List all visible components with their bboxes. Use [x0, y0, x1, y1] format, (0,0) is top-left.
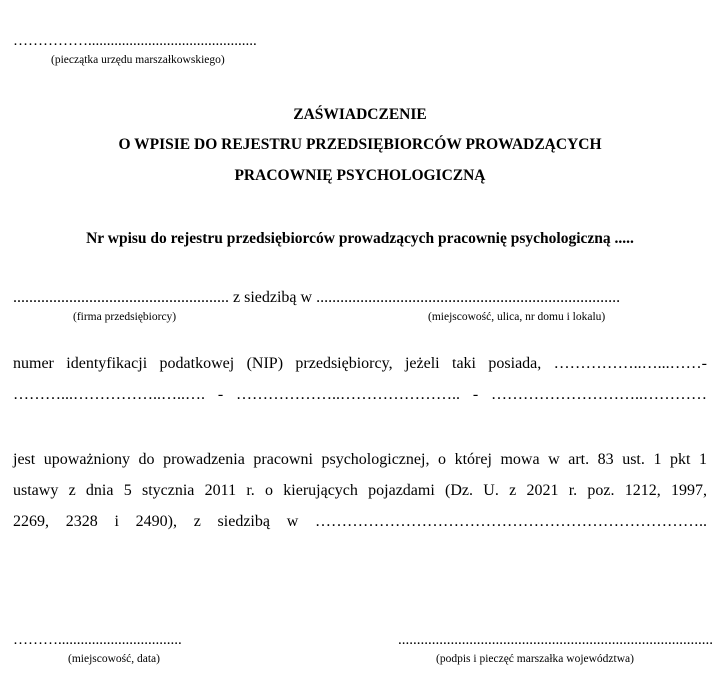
- company-address-caption: (miejscowość, ulica, nr domu i lokalu): [428, 311, 606, 323]
- entry-number: Nr wpisu do rejestru przedsiębiorców prowadzących pracownię psychologiczną .....: [86, 230, 634, 247]
- place-date-caption: (miejscowość, data): [68, 653, 160, 665]
- nip-line-2: ………...……………..…..…. - ………………..………………….. - ………………………..…………: [13, 386, 707, 403]
- nip-line-1: numer identyfikacji podatkowej (NIP) przedsiębiorcy, jeżeli taki posiada, ……………..…...……-: [13, 355, 707, 372]
- signature-dotted-line: ....................................................................................: [398, 632, 713, 648]
- company-firm-caption: (firma przedsiębiorcy): [73, 311, 177, 323]
- authorization-line-3: 2269, 2328 i 2490), z siedzibą w ………………………………………………………………..: [13, 513, 707, 530]
- stamp-caption: (pieczątka urzędu marszałkowskiego): [51, 54, 225, 66]
- title-line-2: O WPISIE DO REJESTRU PRZEDSIĘBIORCÓW PROWADZĄCYCH: [118, 136, 602, 153]
- title-line-1: ZAŚWIADCZENIE: [293, 106, 427, 123]
- place-date-dotted-line: ……….................................: [13, 632, 182, 648]
- authorization-line-2: ustawy z dnia 5 stycznia 2011 r. o kierujących pojazdami (Dz. U. z 2021 r. poz. 1212, 1997,: [13, 482, 707, 499]
- company-dotted-line: ...................................................... z siedzibą w ............................................................................: [13, 289, 621, 306]
- signature-caption: (podpis i pieczęć marszałka województwa): [436, 653, 634, 665]
- stamp-dotted-line: …………….............................................: [13, 33, 257, 49]
- authorization-line-1: jest upoważniony do prowadzenia pracowni psychologicznej, o której mowa w art. 83 ust. 1 pkt 1: [13, 451, 707, 468]
- title-line-3: PRACOWNIĘ PSYCHOLOGICZNĄ: [234, 167, 486, 184]
